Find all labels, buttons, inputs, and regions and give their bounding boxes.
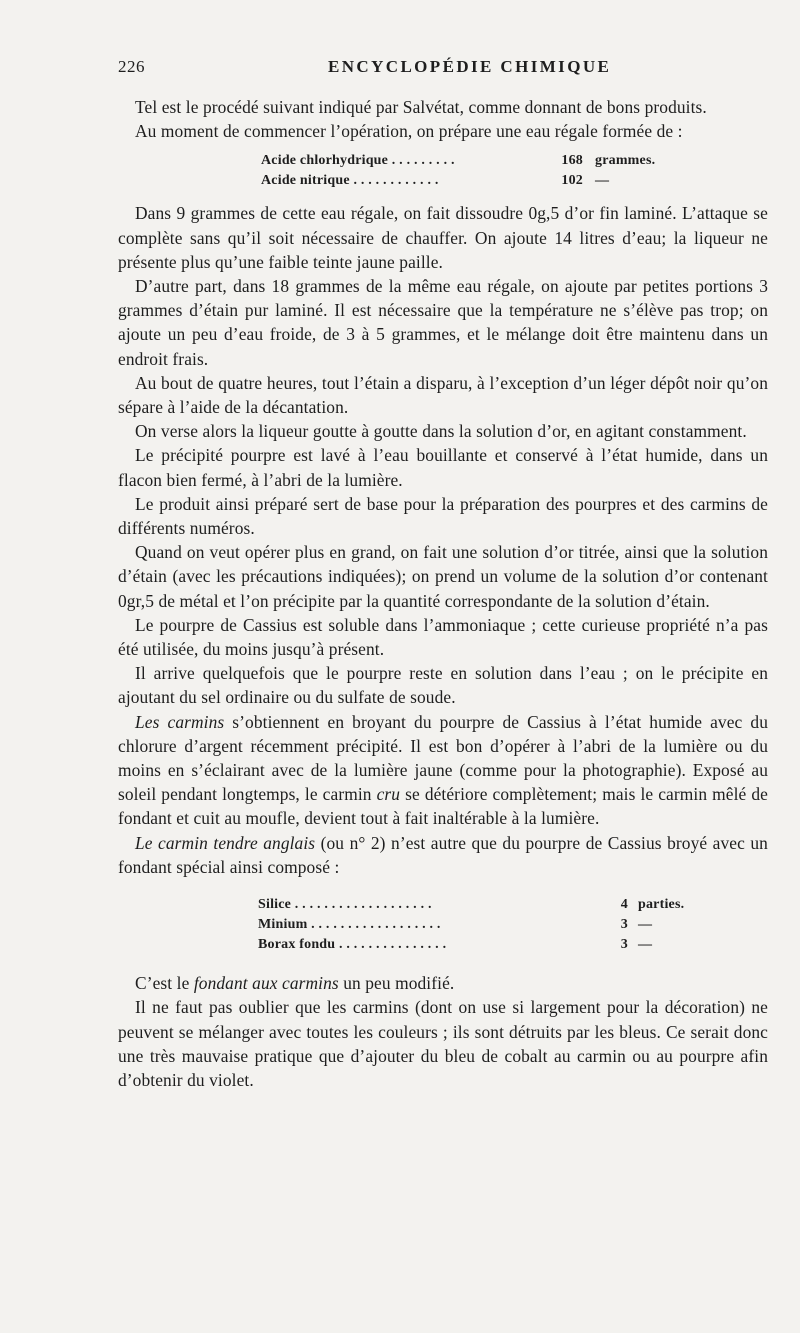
paragraph: Tel est le procédé suivant indiqué par Salvétat, comme donnant de bons produits.: [135, 97, 707, 117]
paragraph: D’autre part, dans 18 grammes de la même eau régale, on ajoute par petites portions 3 grammes d’étain pur laminé. Il est nécessaire que la température ne s’élève pas trop; on ajoute un peu d’eau froide, de 3 à 5 grammes, et le mélange doit être maintenu dans un endroit frais.: [118, 276, 768, 369]
recipe-label: Minium . . . . . . . . . . . . . . . . . .: [258, 917, 441, 933]
paragraph-text: un peu modifié.: [338, 973, 455, 994]
italic-term: fondant aux carmins: [193, 973, 339, 994]
italic-term: cru: [376, 784, 401, 805]
recipe-row: [118, 171, 768, 191]
paragraph: Le précipité pourpre est lavé à l’eau bouillante et conservé à l’état humide, dans un flacon bien fermé, à l’abri de la lumière.: [118, 445, 768, 490]
recipe-unit: —: [638, 917, 653, 933]
recipe-quantity: 102: [561, 173, 583, 189]
recipe-row: [118, 151, 768, 171]
paragraph: Le produit ainsi préparé sert de base pour la préparation des pourpres et des carmins de différents numéros.: [118, 493, 768, 539]
recipe-quantity: 3: [620, 917, 628, 933]
recipe-row: [118, 895, 768, 915]
paragraph: Dans 9 grammes de cette eau régale, on fait dissoudre 0g,5 d’or fin laminé. L’attaque se complète sans qu’il soit nécessaire de chauffer. On ajoute 14 litres d’eau; la liqueur ne présente plus qu’une faible teinte jaune paille.: [118, 203, 768, 272]
paragraph: Au moment de commencer l’opération, on prépare une eau régale formée de :: [135, 121, 683, 142]
body-text: [118, 95, 768, 1092]
paragraph: [118, 831, 768, 879]
italic-term: Le carmin tendre anglais: [135, 832, 316, 853]
italic-term: Les carmins: [135, 711, 225, 732]
paragraph-text: s’obtiennent en broyant du pourpre de Cassius à l’état humide avec du chlorure d’argent récemment précipité. Il est bon d’opérer à l’abri de la lumière ou du moins en s’éclairant avec de la lumière jaune (comme pour la photographie). Exposé au soleil pendant longtemps, le carmin: [118, 711, 768, 805]
recipe-row: [118, 915, 768, 935]
recipe-eau-regale: [118, 151, 768, 191]
page-header: [118, 57, 768, 83]
recipe-fondant: [118, 895, 768, 955]
recipe-label: Silice . . . . . . . . . . . . . . . . . . .: [258, 897, 432, 913]
paragraph: Il ne faut pas oublier que les carmins (dont on use si largement pour la décoration) ne peuvent se mélanger avec toutes les couleurs ; ils sont détruits par les bleus. Ce serait donc une très mauvaise pratique que d’ajouter du bleu de cobalt au carmin ou au pourpre afin d’obtenir du violet.: [118, 997, 768, 1090]
recipe-unit: —: [638, 937, 653, 953]
paragraph: On verse alors la liqueur goutte à goutte dans la solution d’or, en agitant constamment.: [135, 421, 747, 442]
recipe-quantity: 4: [620, 897, 628, 913]
recipe-quantity: 3: [620, 937, 628, 953]
paragraph: [118, 710, 768, 831]
paragraph-text: (ou n° 2) n’est autre que du pourpre de Cassius broyé avec un fondant spécial ainsi composé :: [118, 832, 768, 877]
paragraph: [118, 971, 768, 995]
recipe-row: [118, 935, 768, 955]
paragraph: Au bout de quatre heures, tout l’étain a disparu, à l’exception d’un léger dépôt noir qu’on sépare à l’aide de la décantation.: [118, 372, 768, 418]
recipe-label: Acide chlorhydrique . . . . . . . . .: [261, 153, 455, 169]
recipe-label: Borax fondu . . . . . . . . . . . . . . .: [258, 937, 447, 953]
recipe-quantity: 168: [561, 153, 583, 169]
recipe-unit: parties.: [638, 897, 685, 913]
paragraph: Le pourpre de Cassius est soluble dans l’ammoniaque ; cette curieuse propriété n’a pas été utilisée, du moins jusqu’à présent.: [118, 614, 768, 660]
recipe-unit: —: [595, 173, 610, 189]
running-title: ENCYCLOPÉDIE CHIMIQUE: [328, 57, 612, 76]
paragraph-text: se détériore complètement; mais le carmin mêlé de fondant et cuit au moufle, devient tout à fait inaltérable à la lumière.: [118, 784, 768, 829]
page-number: 226: [118, 57, 145, 76]
paragraph: Il arrive quelquefois que le pourpre reste en solution dans l’eau ; on le précipite en ajoutant du sel ordinaire ou du sulfate de soude.: [118, 663, 768, 708]
recipe-label: Acide nitrique . . . . . . . . . . . .: [261, 173, 439, 189]
recipe-unit: grammes.: [595, 153, 656, 169]
paragraph-text: C’est le: [135, 973, 194, 994]
paragraph: Quand on veut opérer plus en grand, on fait une solution d’or titrée, ainsi que la solution d’étain (avec les précautions indiquées); on prend un volume de la solution d’or contenant 0gr,5 de métal et l’on précipite par la quantité correspondante de la solution d’étain.: [118, 542, 768, 611]
